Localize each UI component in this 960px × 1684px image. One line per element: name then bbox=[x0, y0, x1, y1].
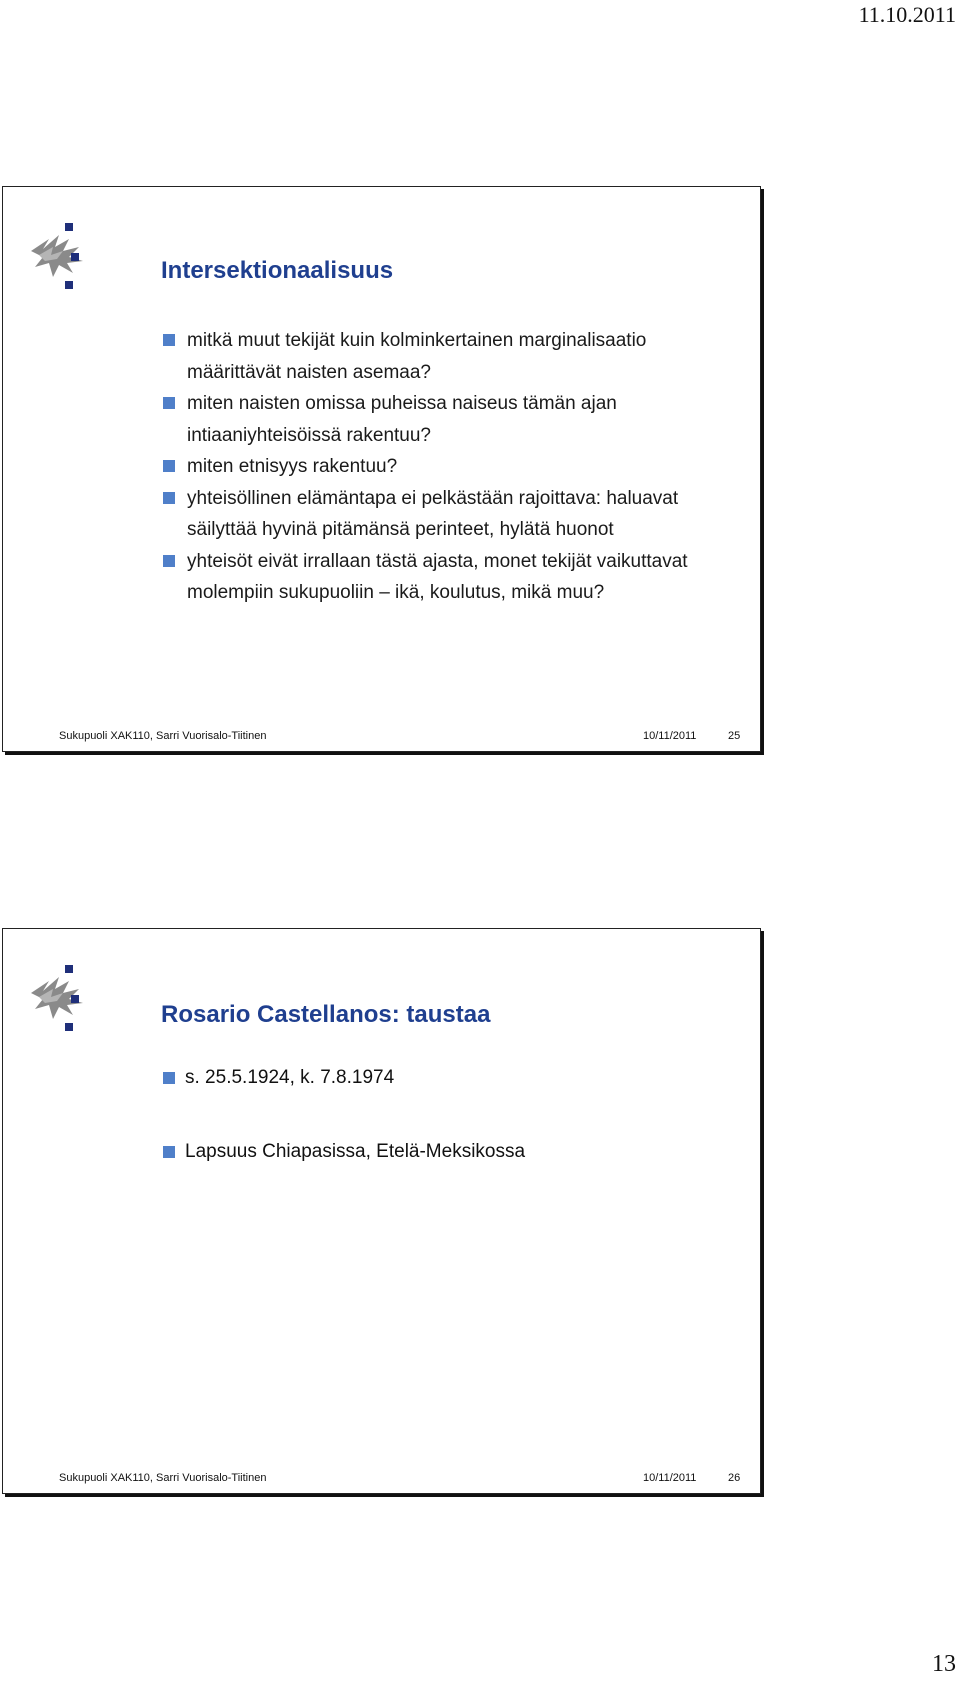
list-item bbox=[163, 483, 723, 546]
page-header-date: 11.10.2011 bbox=[858, 2, 956, 27]
bullet-text: miten etnisyys rakentuu? bbox=[187, 456, 398, 477]
blue-square-bullet-icon bbox=[163, 555, 175, 567]
list-item bbox=[163, 1065, 723, 1091]
slide-footer bbox=[3, 730, 760, 746]
list-item bbox=[163, 546, 723, 609]
footer-date: 10/11/2011 bbox=[643, 730, 697, 742]
blue-square-bullet-icon bbox=[163, 334, 175, 346]
bullet-text: miten naisten omissa puheissa naiseus tämän ajan intiaaniyhteisöissä rakentuu? bbox=[187, 393, 617, 446]
slide-26 bbox=[2, 928, 761, 1494]
slide-25 bbox=[2, 186, 761, 752]
footer-slide-number: 26 bbox=[728, 1472, 741, 1484]
slide-title: Intersektionaalisuus bbox=[161, 257, 394, 284]
bullet-text: yhteisöt eivät irrallaan tästä ajasta, monet tekijät vaikuttavat molempiin sukupuoliin – ikä, koulutus, mikä muu? bbox=[187, 550, 688, 603]
bullet-text: mitkä muut tekijät kuin kolminkertainen marginalisaatio määrittävät naisten asemaa? bbox=[187, 330, 647, 383]
slide-footer bbox=[3, 1472, 760, 1488]
bullet-list bbox=[163, 325, 723, 609]
bullet-text: yhteisöllinen elämäntapa ei pelkästään rajoittava: haluavat säilyttää hyvinä pitämänsä perinteet, hylätä huonot bbox=[187, 487, 679, 540]
bullet-list bbox=[163, 1065, 723, 1165]
page-number: 13 bbox=[932, 1651, 956, 1677]
blue-square-bullet-icon bbox=[163, 397, 175, 409]
bullet-text: Lapsuus Chiapasissa, Etelä-Meksikossa bbox=[185, 1141, 526, 1162]
footer-course-author: Sukupuoli XAK110, Sarri Vuorisalo-Tiitinen bbox=[59, 1472, 267, 1484]
list-item bbox=[163, 388, 723, 451]
list-item bbox=[163, 1139, 723, 1165]
footer-slide-number: 25 bbox=[728, 730, 741, 742]
list-item bbox=[163, 325, 723, 388]
slide-title: Rosario Castellanos: taustaa bbox=[161, 1001, 491, 1028]
blue-square-bullet-icon bbox=[163, 492, 175, 504]
footer-course-author: Sukupuoli XAK110, Sarri Vuorisalo-Tiitinen bbox=[59, 730, 267, 742]
blue-square-bullet-icon bbox=[163, 460, 175, 472]
list-item bbox=[163, 451, 723, 483]
footer-date: 10/11/2011 bbox=[643, 1472, 697, 1484]
bullet-text: s. 25.5.1924, k. 7.8.1974 bbox=[185, 1067, 395, 1088]
blue-square-bullet-icon bbox=[163, 1146, 175, 1158]
university-flame-logo-icon bbox=[29, 963, 99, 1033]
university-flame-logo-icon bbox=[29, 221, 99, 291]
blue-square-bullet-icon bbox=[163, 1072, 175, 1084]
